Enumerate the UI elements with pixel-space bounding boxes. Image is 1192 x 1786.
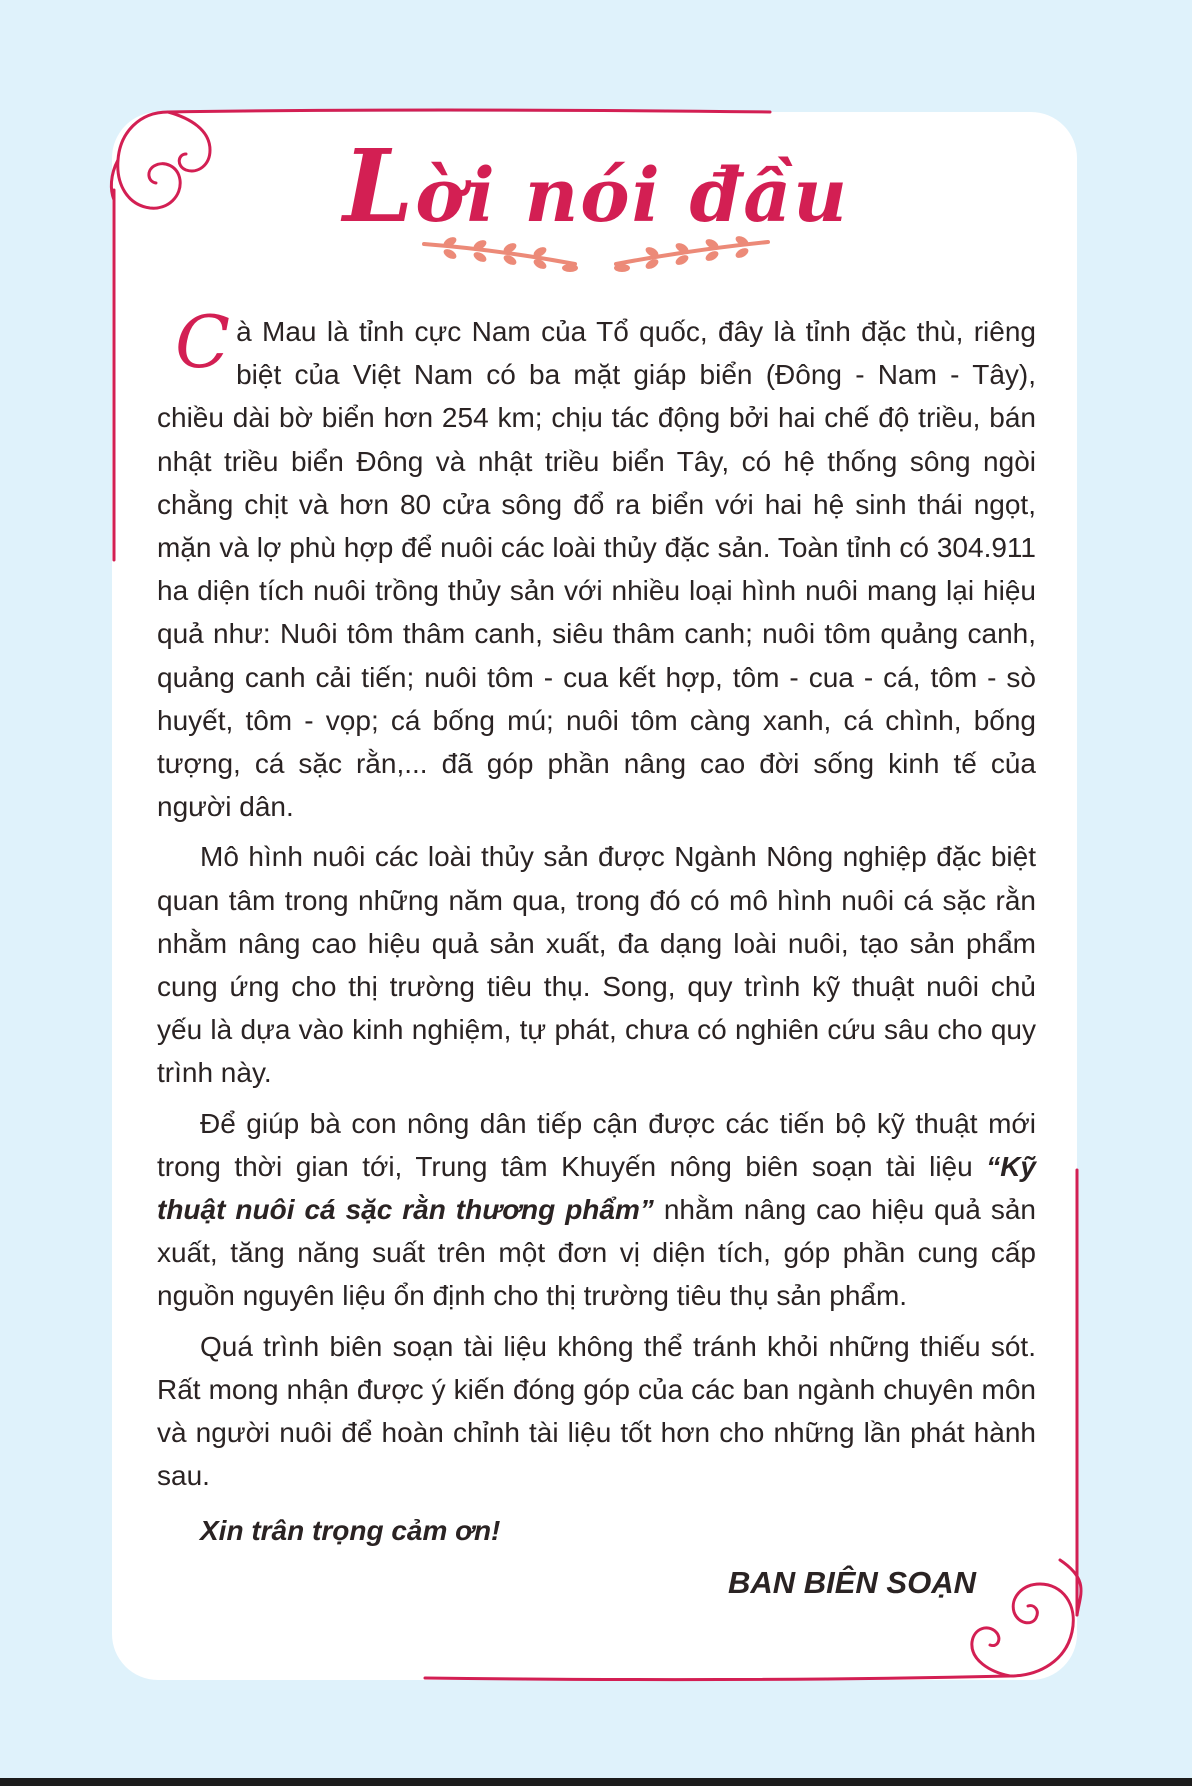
title-initial: L bbox=[342, 127, 416, 245]
body-text bbox=[157, 300, 1036, 1504]
thanks-line: Xin trân trọng cảm ơn! bbox=[200, 1515, 501, 1546]
paragraph-3-tail: nhằm nâng cao hiệu quả sản xuất, tăng năng suất trên một đơn vị diện tích, góp phần cung cấp nguồn nguyên liệu ổn định cho thị trường tiêu thụ sản phẩm. bbox=[157, 1194, 1036, 1312]
paragraph-1-text: à Mau là tỉnh cực Nam của Tổ quốc, đây là tỉnh đặc thù, riêng biệt của Việt Nam có ba mặt giáp biển (Đông - Nam - Tây), chiều dài bờ biển hơn 254 km; chịu tác động bởi hai chế độ triều, bán nhật triều biển Đông và nhật triều biển Tây, có hệ thống sông ngòi chằng chịt và hơn 80 cửa sông đổ ra biển với hai hệ sinh thái ngọt, mặn và lợ phù hợp để nuôi các loài thủy đặc sản. Toàn tỉnh có 304.911 ha diện tích nuôi trồng thủy sản với nhiều loại hình nuôi mang lại hiệu quả như: Nuôi tôm thâm canh, siêu thâm canh; nuôi tôm quảng canh, quảng canh cải tiến; nuôi tôm - cua kết hợp, tôm - cua - cá, tôm - sò huyết, tôm - vọp; cá bống mú; nuôi tôm càng xanh, cá chình, bống tượng, cá sặc rằn,... đã góp phần nâng cao đời sống kinh tế của người dân. bbox=[157, 316, 1036, 823]
paragraph-4: Quá trình biên soạn tài liệu không thể tránh khỏi những thiếu sót. Rất mong nhận được ý kiến đóng góp của các ban ngành chuyên môn và người nuôi để hoàn chỉnh tài liệu tốt hơn cho những lần phát hành sau. bbox=[157, 1330, 1036, 1492]
paragraph-1 bbox=[157, 300, 1036, 828]
drop-cap: C bbox=[175, 300, 231, 384]
title-rest: ời nói đầu bbox=[415, 153, 850, 239]
title-ornament-icon bbox=[420, 228, 772, 278]
page-title bbox=[0, 127, 1192, 245]
book-title: “Kỹ thuật nuôi cá sặc rằn thương phẩm” bbox=[157, 1150, 1036, 1226]
paragraph-3-lead: Để giúp bà con nông dân tiếp cận được các tiến bộ kỹ thuật mới trong thời gian tới, Trung tâm Khuyến nông biên soạn tài liệu bbox=[157, 1107, 1036, 1182]
paragraph-3 bbox=[157, 1102, 1036, 1318]
bottom-edge-strip bbox=[0, 1778, 1192, 1786]
signature: BAN BIÊN SOẠN bbox=[727, 1565, 976, 1600]
paragraph-2: Mô hình nuôi các loài thủy sản được Ngành Nông nghiệp đặc biệt quan tâm trong những năm qua, trong đó có mô hình nuôi cá sặc rằn nhằm nâng cao hiệu quả sản xuất, đa dạng loài nuôi, tạo sản phẩm cung ứng cho thị trường tiêu thụ. Song, quy trình kỹ thuật nuôi chủ yếu là dựa vào kinh nghiệm, tự phát, chưa có nghiên cứu sâu cho quy trình này. bbox=[157, 841, 1036, 1089]
